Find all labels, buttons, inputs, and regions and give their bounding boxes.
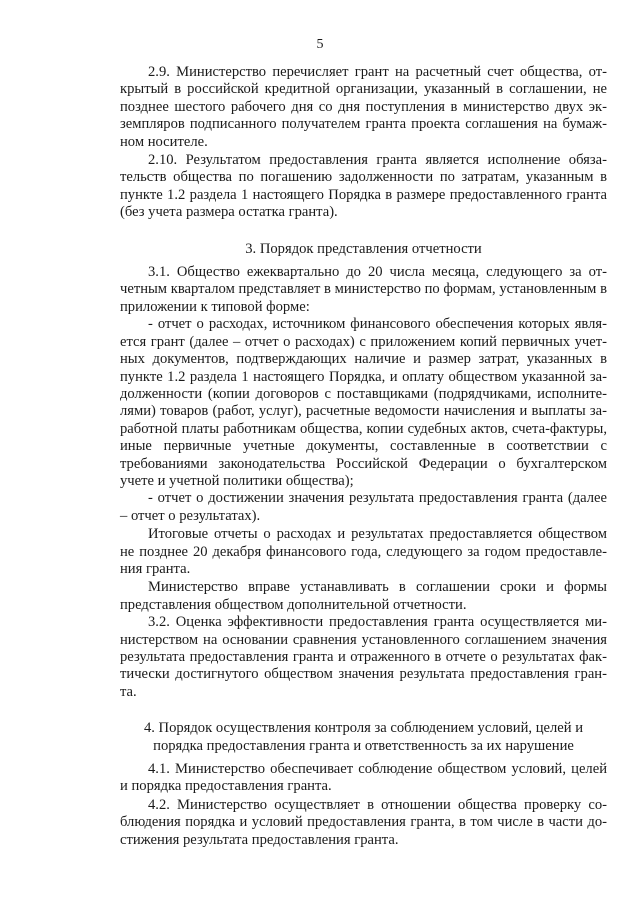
paragraph-2-10: 2.10. Результатом предоставления гранта является исполнение обязательств общества по погашению задолженности по затратам, указанным в пункте 1.2 раздела 1 настоящего Порядка в размере предоставленного гранта (без учета размера остатка гранта). bbox=[120, 152, 607, 221]
paragraph-4-1: 4.1. Министерство обеспечивает соблюдение обществом условий, целей и порядка предоставления гранта. bbox=[120, 761, 607, 795]
paragraph-3-2: 3.2. Оценка эффективности предоставления гранта осуществляется министерством на основании сравнения установленного соглашением значения результата предоставления гранта и отраженного в отчете о результатах фактически достигнутого обществом значения результата предоставления гранта. bbox=[120, 614, 607, 700]
bullet-results-report: - отчет о достижении значения результата предоставления гранта (далее – отчет о результатах). bbox=[120, 490, 607, 524]
paragraph-ministry-right: Министерство вправе устанавливать в соглашении сроки и формы представления обществом дополнительной отчетности. bbox=[120, 579, 607, 613]
paragraph-4-2: 4.2. Министерство осуществляет в отношении общества проверку соблюдения порядка и условий предоставления гранта, в том числе в части достижения результата предоставления гранта. bbox=[120, 796, 607, 848]
paragraph-2-9: 2.9. Министерство перечисляет грант на расчетный счет общества, открытый в российской кредитной организации, указанный в соглашении, не позднее шестого рабочего дня со дня поступления в министерство двух экземпляров подписанного получателем гранта проекта соглашения на бумажном носителе. bbox=[120, 64, 607, 150]
page-number: 5 bbox=[316, 37, 324, 52]
paragraph-3-1: 3.1. Общество ежеквартально до 20 числа месяца, следующего за отчетным кварталом представляет в министерство по формам, установленным в приложении к типовой форме: bbox=[120, 264, 607, 315]
bullet-expense-report: - отчет о расходах, источником финансового обеспечения которых является грант (далее – отчет о расходах) с приложением копий первичных учетных документов, подтверждающих наличие и размер затрат, указанных в пункте 1.2 раздела 1 настоящего Порядка, и оплату обществом указанной задолженности (копии договоров с поставщиками (подрядчиками, исполнителями) товаров (работ, услуг), расчетные ведомости начисления и выплаты заработной платы работникам общества, копии судебных актов, счета-фактуры, иные первичные учетные документы, составленные в соответствии с требованиями законодательства Российской Федерации о бухгалтерском учете и учетной политики общества); bbox=[120, 316, 607, 489]
section-3-heading: 3. Порядок представления отчетности bbox=[245, 240, 482, 257]
document-body bbox=[120, 64, 607, 849]
section-4-heading: 4. Порядок осуществления контроля за соблюдением условий, целей и порядка предоставления гранта и ответственность за их нарушение bbox=[143, 720, 584, 754]
paragraph-final-reports: Итоговые отчеты о расходах и результатах предоставляется обществом не позднее 20 декабря финансового года, следующего за годом предоставления гранта. bbox=[120, 526, 607, 577]
